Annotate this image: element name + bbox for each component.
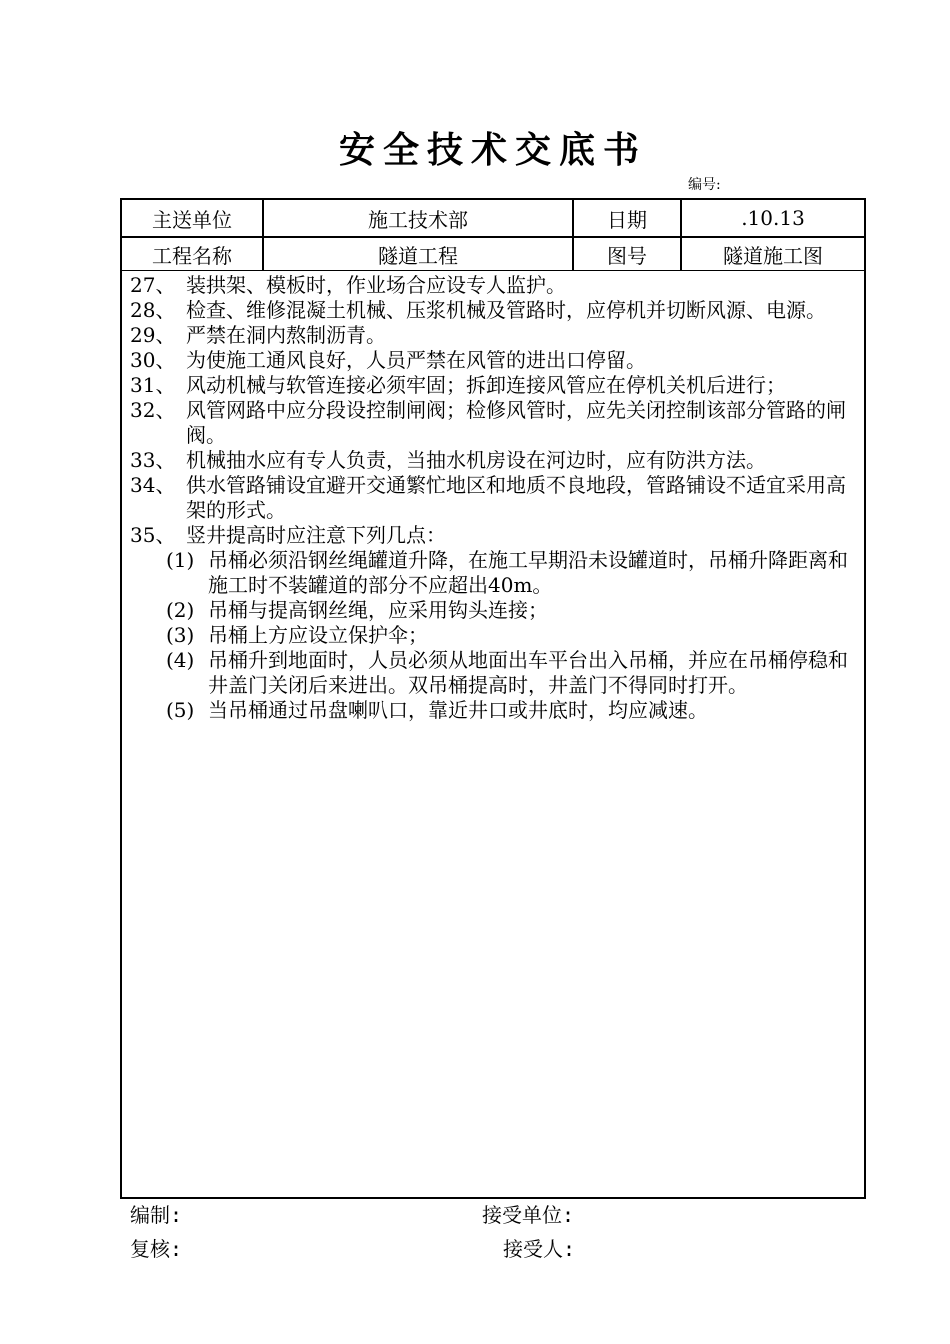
item-text: 严禁在洞内熬制沥青。 xyxy=(186,323,386,347)
list-item xyxy=(130,323,860,348)
disclosure-content xyxy=(130,273,860,723)
item-number: 30、 xyxy=(130,348,176,372)
sub-list-item xyxy=(130,548,860,598)
item-number: 27、 xyxy=(130,273,176,297)
date-value: .10.13 xyxy=(741,206,805,230)
list-item xyxy=(130,398,860,448)
item-number: 35、 xyxy=(130,523,176,547)
list-item xyxy=(130,473,860,523)
item-number: 29、 xyxy=(130,323,176,347)
item-text: 装拱架、模板时，作业场合应设专人监护。 xyxy=(186,273,566,297)
header-row-1 xyxy=(122,200,864,238)
item-number: 34、 xyxy=(130,473,176,497)
item-text: 检查、维修混凝土机械、压浆机械及管路时，应停机并切断风源、电源。 xyxy=(186,298,826,322)
list-item xyxy=(130,373,860,398)
header-row-2 xyxy=(122,238,864,271)
sub-item-number: (4) xyxy=(166,648,195,672)
item-number: 32、 xyxy=(130,398,176,422)
item-number: 31、 xyxy=(130,373,176,397)
item-text: 风动机械与软管连接必须牢固；拆卸连接风管应在停机关机后进行； xyxy=(186,373,786,397)
item-text: 风管网路中应分段设控制闸阀；检修风管时，应先关闭控制该部分管路的闸阀。 xyxy=(186,398,846,447)
list-item xyxy=(130,298,860,323)
list-item xyxy=(130,448,860,473)
sub-item-text: 吊桶必须沿钢丝绳罐道升降，在施工早期沿未设罐道时，吊桶升降距离和施工时不装罐道的部分不应超出40m。 xyxy=(208,548,848,597)
serial-number-label: 编号: xyxy=(688,177,721,193)
drawing-number-value: 隧道施工图 xyxy=(723,243,823,268)
sub-list-item xyxy=(130,598,860,623)
sub-item-number: (3) xyxy=(166,623,195,647)
disclosure-form xyxy=(120,198,866,1199)
sub-item-number: (1) xyxy=(166,548,195,572)
prepared-by-label: 编制: xyxy=(130,1203,183,1227)
sub-item-text: 吊桶上方应设立保护伞； xyxy=(208,623,428,647)
item-text: 机械抽水应有专人负责，当抽水机房设在河边时，应有防洪方法。 xyxy=(186,448,766,472)
reviewed-by-label: 复核: xyxy=(130,1237,183,1261)
list-item xyxy=(130,348,860,373)
project-name-label: 工程名称 xyxy=(122,238,264,270)
sub-item-text: 吊桶升到地面时，人员必须从地面出车平台出入吊桶，并应在吊桶停稳和井盖门关闭后来进出。双吊桶提高时，井盖门不得同时打开。 xyxy=(208,648,848,697)
sub-list-item xyxy=(130,698,860,723)
item-number: 28、 xyxy=(130,298,176,322)
sub-item-text: 吊桶与提高钢丝绳，应采用钩头连接； xyxy=(208,598,548,622)
receiver-label: 接受人: xyxy=(503,1237,576,1261)
sub-item-text: 当吊桶通过吊盘喇叭口，靠近井口或井底时，均应减速。 xyxy=(208,698,708,722)
item-number: 33、 xyxy=(130,448,176,472)
date-label: 日期 xyxy=(574,200,682,236)
document-title: 安全技术交底书 xyxy=(338,129,647,171)
list-item xyxy=(130,273,860,298)
item-text: 为使施工通风良好，人员严禁在风管的进出口停留。 xyxy=(186,348,646,372)
sub-item-number: (5) xyxy=(166,698,195,722)
sub-item-number: (2) xyxy=(166,598,195,622)
receiving-unit-label: 接受单位: xyxy=(482,1203,575,1227)
sending-unit-value: 施工技术部 xyxy=(264,200,574,236)
item-text: 竖井提高时应注意下列几点： xyxy=(186,523,446,547)
list-item xyxy=(130,523,860,548)
project-name-value: 隧道工程 xyxy=(264,238,574,270)
sub-list-item xyxy=(130,648,860,698)
item-text: 供水管路铺设宜避开交通繁忙地区和地质不良地段，管路铺设不适宜采用高架的形式。 xyxy=(186,473,846,522)
sending-unit-label: 主送单位 xyxy=(122,200,264,236)
drawing-number-label: 图号 xyxy=(574,238,682,270)
sub-list-item xyxy=(130,623,860,648)
